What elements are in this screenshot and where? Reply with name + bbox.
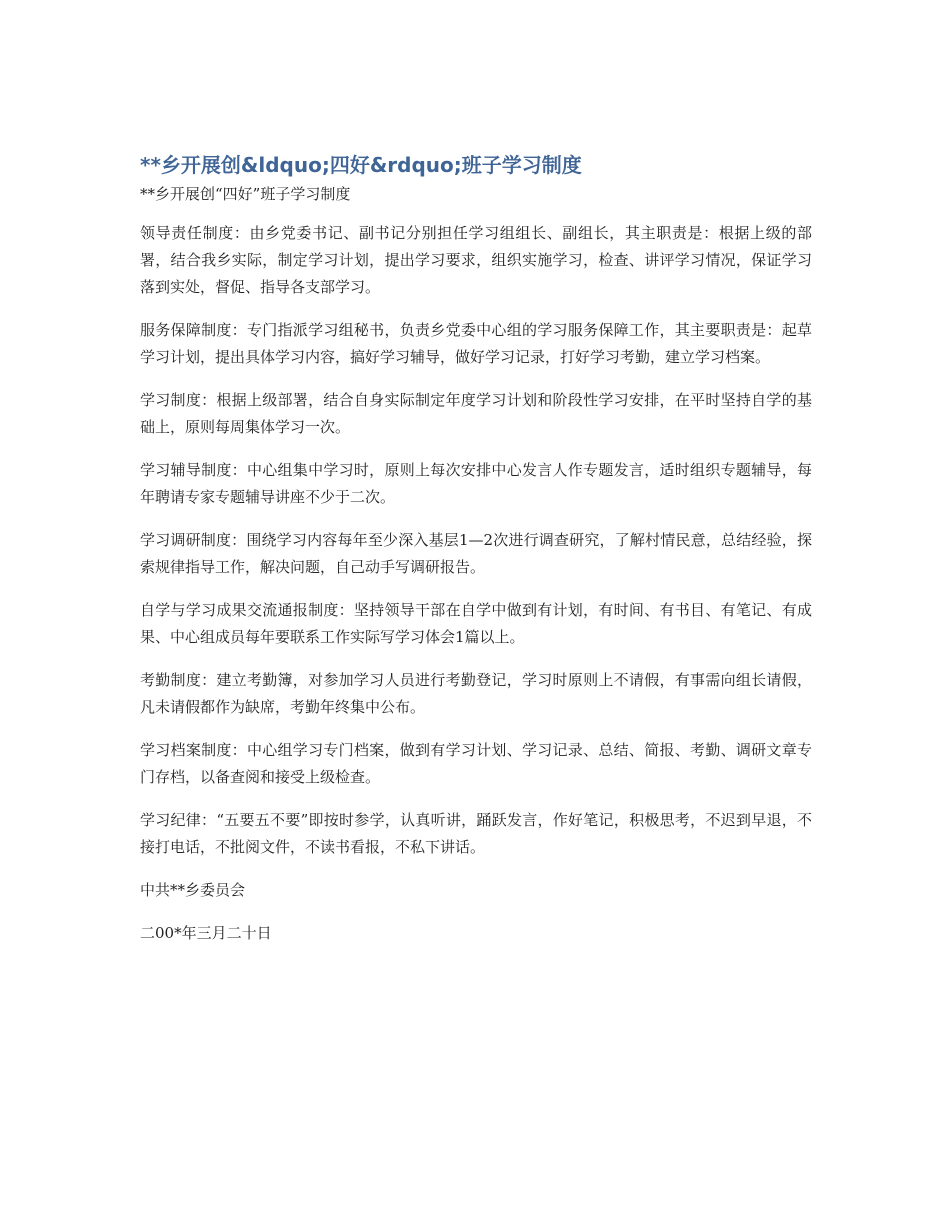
paragraph-leadership-responsibility: 领导责任制度：由乡党委书记、副书记分别担任学习组组长、副组长，其主职责是：根据上级的部署，结合我乡实际，制定学习计划，提出学习要求，组织实施学习，检查、讲评学习情况，保证学习落到实处，督促、指导各支部学习。	[140, 224, 812, 296]
document-body	[140, 150, 812, 947]
signature-date: 二00*年三月二十日	[140, 924, 272, 942]
paragraph-service-guarantee: 服务保障制度：专门指派学习组秘书，负责乡党委中心组的学习服务保障工作，其主要职责是：起草学习计划，提出具体学习内容，搞好学习辅导，做好学习记录，打好学习考勤，建立学习档案。	[140, 321, 812, 366]
paragraph-study-research: 学习调研制度：围绕学习内容每年至少深入基层1—2次进行调查研究，了解村情民意，总结经验，探索规律指导工作，解决问题，自己动手写调研报告。	[140, 531, 812, 576]
paragraph-study-tutoring: 学习辅导制度：中心组集中学习时，原则上每次安排中心发言人作专题发言，适时组织专题辅导，每年聘请专家专题辅导讲座不少于二次。	[140, 461, 812, 506]
paragraph-attendance: 考勤制度：建立考勤簿，对参加学习人员进行考勤登记，学习时原则上不请假，有事需向组长请假，凡未请假都作为缺席，考勤年终集中公布。	[140, 671, 812, 716]
paragraph-study-discipline: 学习纪律：“五要五不要”即按时参学，认真听讲，踊跃发言，作好笔记，积极思考，不迟到早退，不接打电话，不批阅文件，不读书看报，不私下讲话。	[140, 811, 812, 856]
signature-organization: 中共**乡委员会	[140, 881, 246, 899]
paragraph-self-study-reporting: 自学与学习成果交流通报制度：坚持领导干部在自学中做到有计划，有时间、有书目、有笔记、有成果、中心组成员每年要联系工作实际写学习体会1篇以上。	[140, 601, 812, 646]
paragraph-list	[140, 220, 812, 947]
paragraph-study-archive: 学习档案制度：中心组学习专门档案，做到有学习计划、学习记录、总结、简报、考勤、调研文章专门存档，以备查阅和接受上级检查。	[140, 741, 812, 786]
document-title: **乡开展创&ldquo;四好&rdquo;班子学习制度	[140, 153, 582, 177]
paragraph-study-system: 学习制度：根据上级部署，结合自身实际制定年度学习计划和阶段性学习安排，在平时坚持自学的基础上，原则每周集体学习一次。	[140, 391, 812, 436]
document-subtitle: **乡开展创“四好”班子学习制度	[140, 185, 351, 203]
